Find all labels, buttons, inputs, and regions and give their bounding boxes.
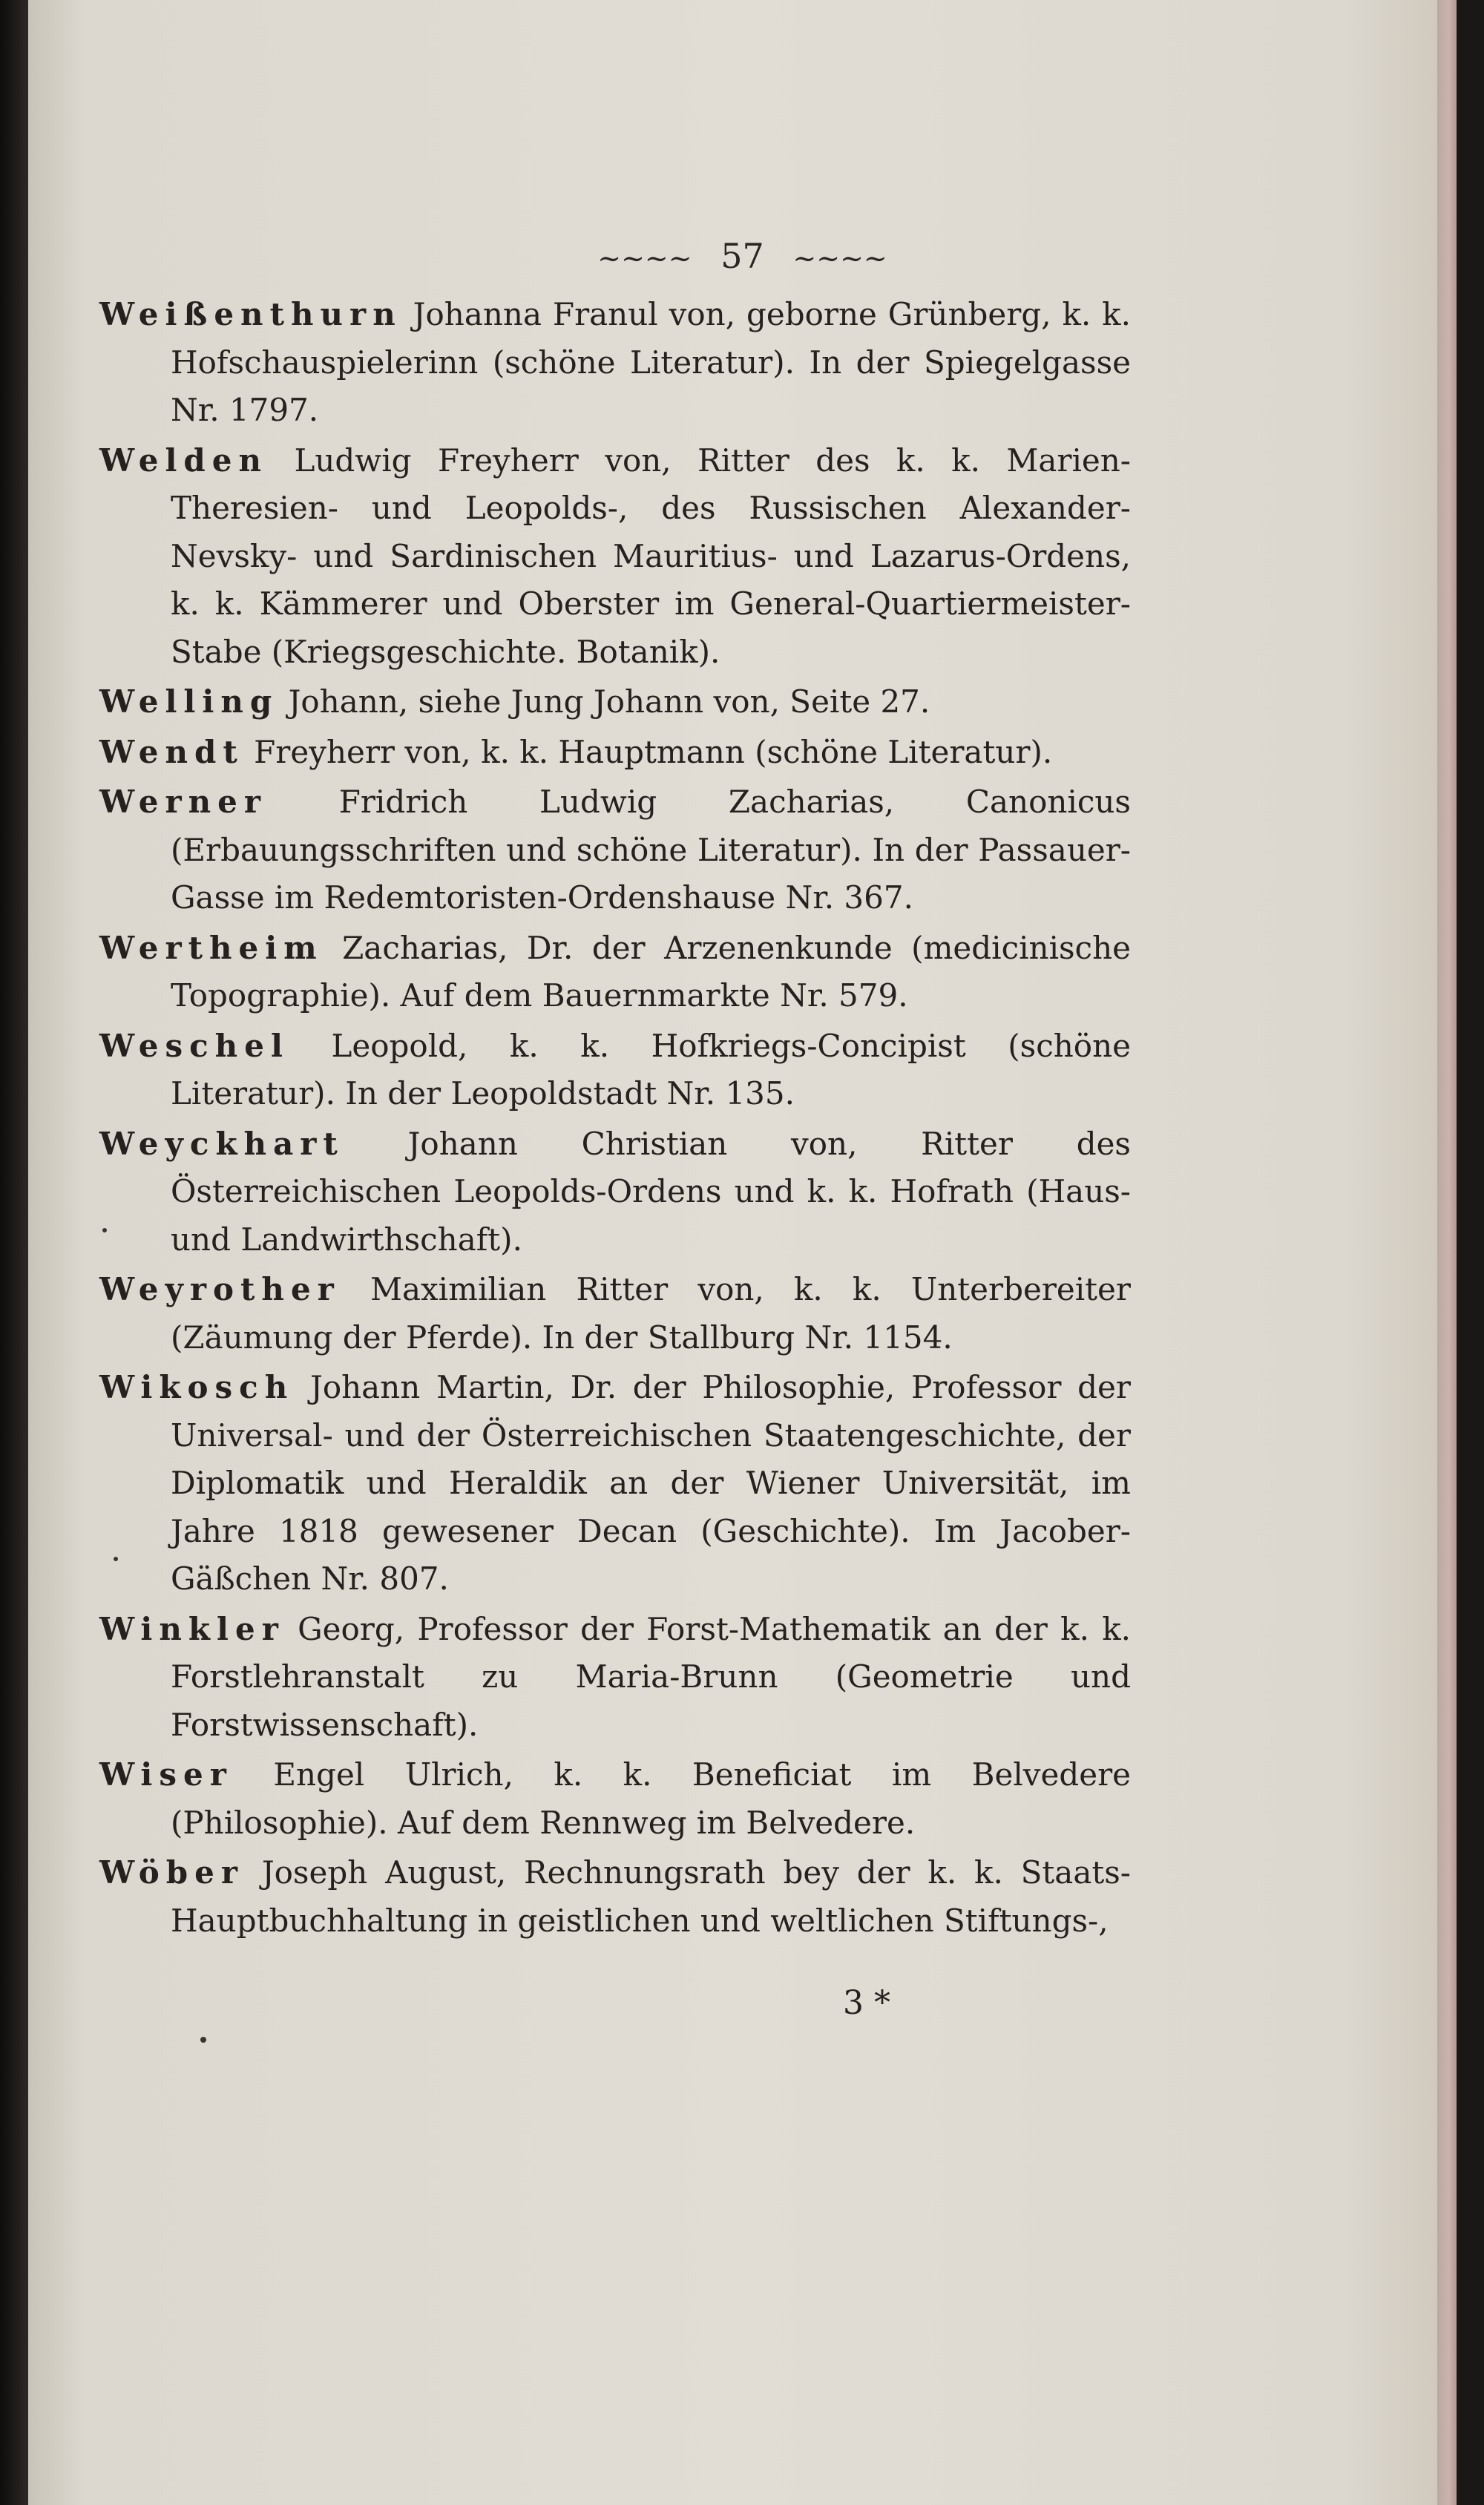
signature-mark: 3 * [843,1984,890,2022]
entry [99,1751,1131,1847]
entry-text: Johann Christian von, Ritter des Österreichischen Leopolds-Ordens und k. k. Hofrath (Haus- und Landwirthschaft). [171,1125,1131,1258]
entry-name: Weißenthurn [99,296,402,332]
entry [99,925,1131,1020]
entry-text: Engel Ulrich, k. k. Beneficiat im Belvedere (Philosophie). Auf dem Rennweg im Belvedere. [171,1756,1132,1841]
ornament-right: ~~~~ [792,242,887,275]
entry-text: Maximilian Ritter von, k. k. Unterbereiter (Zäumung der Pferde). In der Stallburg Nr. 1154. [171,1271,1131,1356]
entry-text: Johanna Franul von, geborne Grünberg, k. k. Hofschauspielerinn (schöne Literatur). In der Spiegelgasse Nr. 1797. [171,296,1131,428]
entry-text: Johann Martin, Dr. der Philosophie, Professor der Universal- und der Österreichischen Staatengeschichte, der Diplomatik und Heraldik an der Wiener Universität, im Jahre 1818 gewesener Decan (Geschichte). Im Jacober-Gäßchen Nr. 807. [171,1369,1131,1597]
entry [99,678,1131,726]
entry-name: Weyckhart [99,1125,344,1162]
book-page [28,0,1457,2505]
entry-text: Freyherr von, k. k. Hauptmann (schöne Literatur). [254,733,1053,770]
entry [99,729,1131,777]
entry-name: Weschel [99,1027,289,1064]
entry-list [99,291,1131,1945]
paper-speck [102,1228,107,1232]
entry [99,1120,1131,1264]
entry-name: Wikosch [99,1369,295,1405]
entry [99,778,1131,922]
entry [99,1022,1131,1118]
entry-text: Johann, siehe Jung Johann von, Seite 27. [288,683,930,720]
entry-name: Welling [99,683,279,720]
entry-name: Wertheim [99,929,324,966]
paper-speck [114,1557,118,1561]
entry-text: Fridrich Ludwig Zacharias, Canonicus (Erbauungsschriften und schöne Literatur). In der Passauer-Gasse im Redemtoristen-Ordenshause Nr. 367. [171,784,1131,916]
entry [99,1364,1131,1603]
entry-text: Leopold, k. k. Hofkriegs-Concipist (schöne Literatur). In der Leopoldstadt Nr. 135. [171,1027,1131,1112]
entry-name: Wiser [99,1756,233,1793]
entry-text: Georg, Professor der Forst-Mathematik an der k. k. Forstlehranstalt zu Maria-Brunn (Geometrie und Forstwissenschaft). [171,1610,1131,1743]
ornament-left: ~~~~ [597,242,692,275]
entry [99,1266,1131,1362]
entry-text: Joseph August, Rechnungsrath bey der k. k. Staats-Hauptbuchhaltung in geistlichen und weltlichen Stiftungs-, [171,1854,1131,1939]
entry-name: Wendt [99,733,244,770]
entry-text: Zacharias, Dr. der Arzenenkunde (medicinische Topographie). Auf dem Bauernmarkte Nr. 579. [171,929,1131,1014]
entry-text: Ludwig Freyherr von, Ritter des k. k. Marien-Theresien- und Leopolds-, des Russischen Alexander-Nevsky- und Sardinischen Mauritius- und Lazarus-Ordens, k. k. Kämmerer und Oberster im General-Quartiermeister-Stabe (Kriegsgeschichte. Botanik). [171,441,1131,670]
entry [99,291,1131,435]
entry-name: Werner [99,784,267,820]
book-spine-shadow [0,0,28,2505]
page-number: 57 [720,236,764,276]
entry-name: Welden [99,441,269,479]
entry-name: Winkler [99,1610,285,1647]
page-header [28,236,1457,276]
entry [99,1849,1131,1945]
paper-speck [200,2037,206,2043]
entry [99,437,1131,677]
entry-name: Wöber [99,1854,244,1891]
page-edge [1437,0,1457,2505]
entry [99,1606,1131,1750]
entry-name: Weyrother [99,1271,341,1307]
